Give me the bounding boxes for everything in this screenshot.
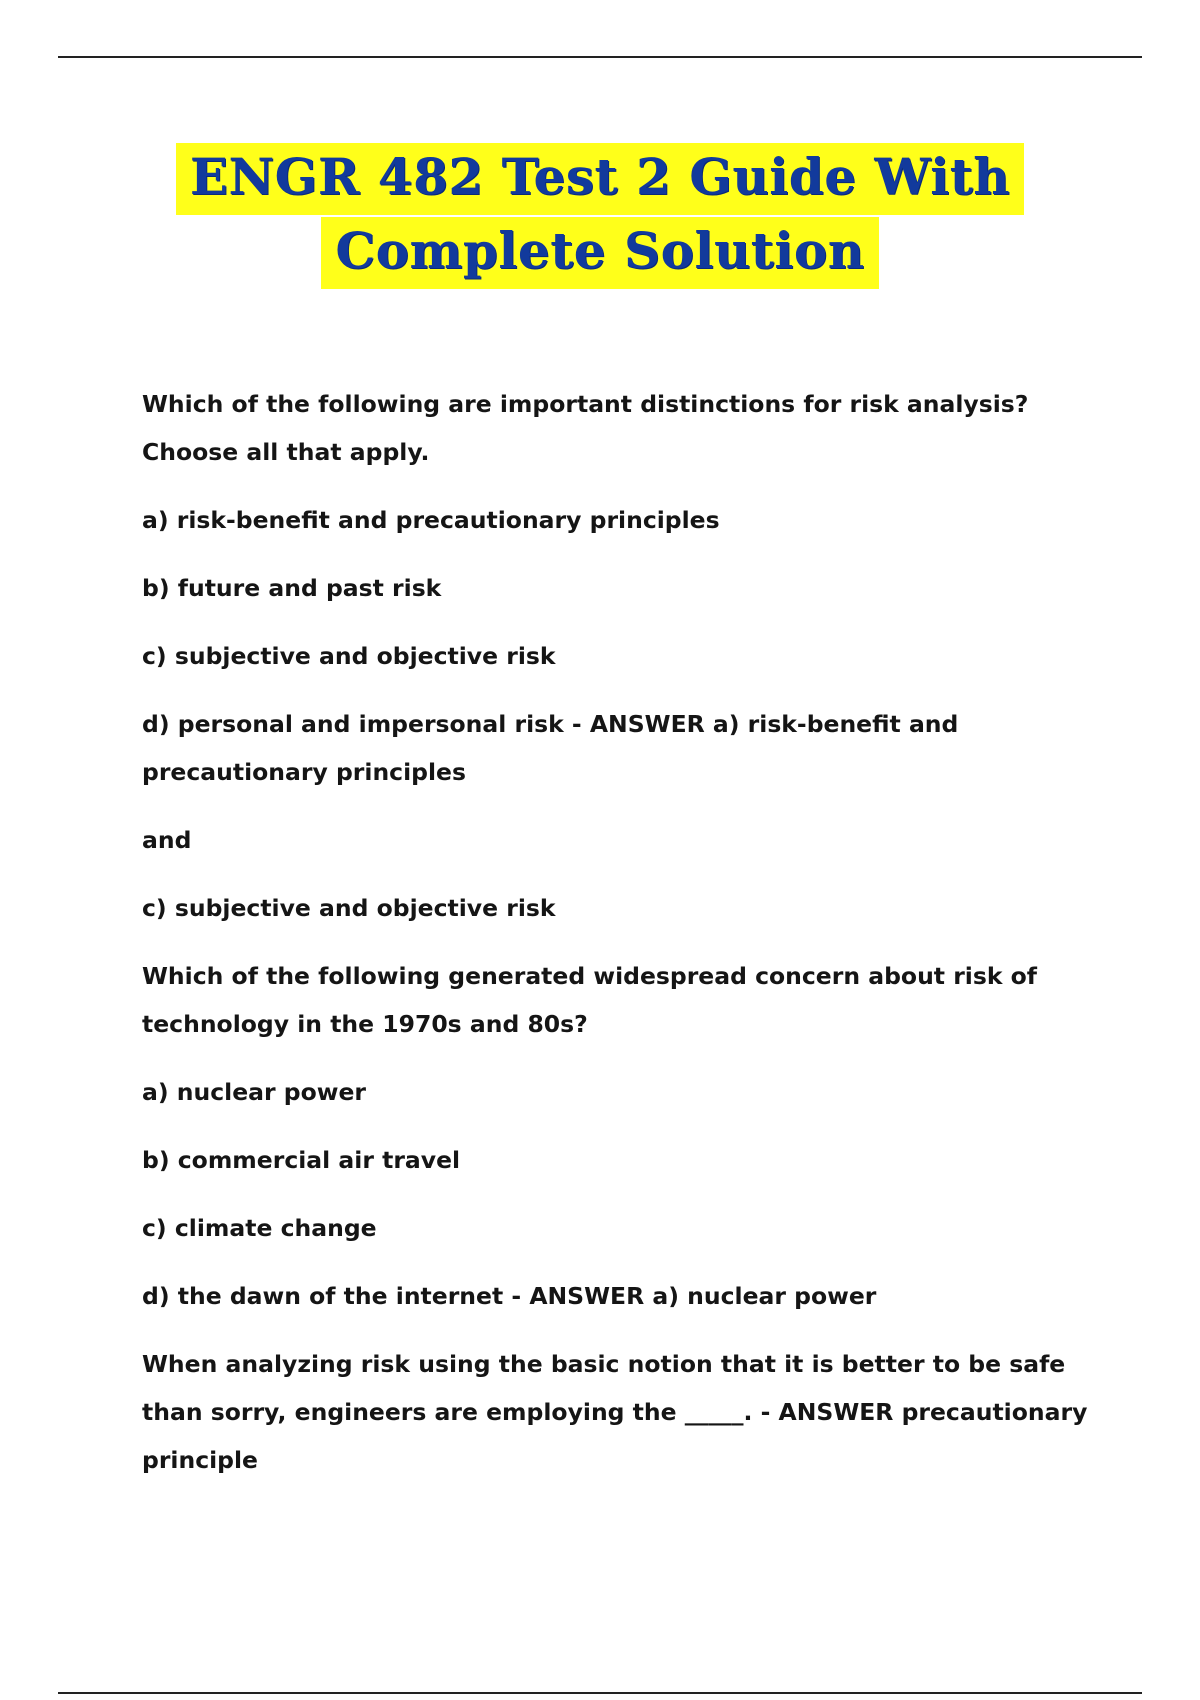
question-1-option-d-answer: d) personal and impersonal risk - ANSWER a) risk-benefit and precautionary principles bbox=[142, 710, 959, 786]
title-line-2: Complete Solution bbox=[321, 217, 878, 289]
bottom-rule bbox=[58, 1692, 1142, 1694]
question-2-option-d-answer: d) the dawn of the internet - ANSWER a) nuclear power bbox=[142, 1282, 877, 1310]
title-line-1: ENGR 482 Test 2 Guide With bbox=[176, 143, 1024, 215]
question-3-text-answer: When analyzing risk using the basic notion that it is better to be safe than sorry, engineers are employing the _____. - ANSWER precautionary principle bbox=[142, 1350, 1088, 1474]
question-1-answer-continued: c) subjective and objective risk bbox=[142, 894, 556, 922]
top-rule bbox=[58, 56, 1142, 58]
document-title bbox=[0, 143, 1200, 289]
question-2-option-a: a) nuclear power bbox=[142, 1078, 366, 1106]
question-2-option-b: b) commercial air travel bbox=[142, 1146, 461, 1174]
question-2-text: Which of the following generated widespread concern about risk of technology in the 1970s and 80s? bbox=[142, 962, 1038, 1038]
question-1-option-c: c) subjective and objective risk bbox=[142, 642, 556, 670]
question-1-option-a: a) risk-benefit and precautionary principles bbox=[142, 506, 720, 534]
question-1-text: Which of the following are important distinctions for risk analysis? Choose all that apply. bbox=[142, 390, 1029, 466]
question-2-option-c: c) climate change bbox=[142, 1214, 377, 1242]
document-body bbox=[142, 380, 1102, 1504]
question-1-option-b: b) future and past risk bbox=[142, 574, 442, 602]
question-1-answer-conjunction: and bbox=[142, 826, 192, 854]
